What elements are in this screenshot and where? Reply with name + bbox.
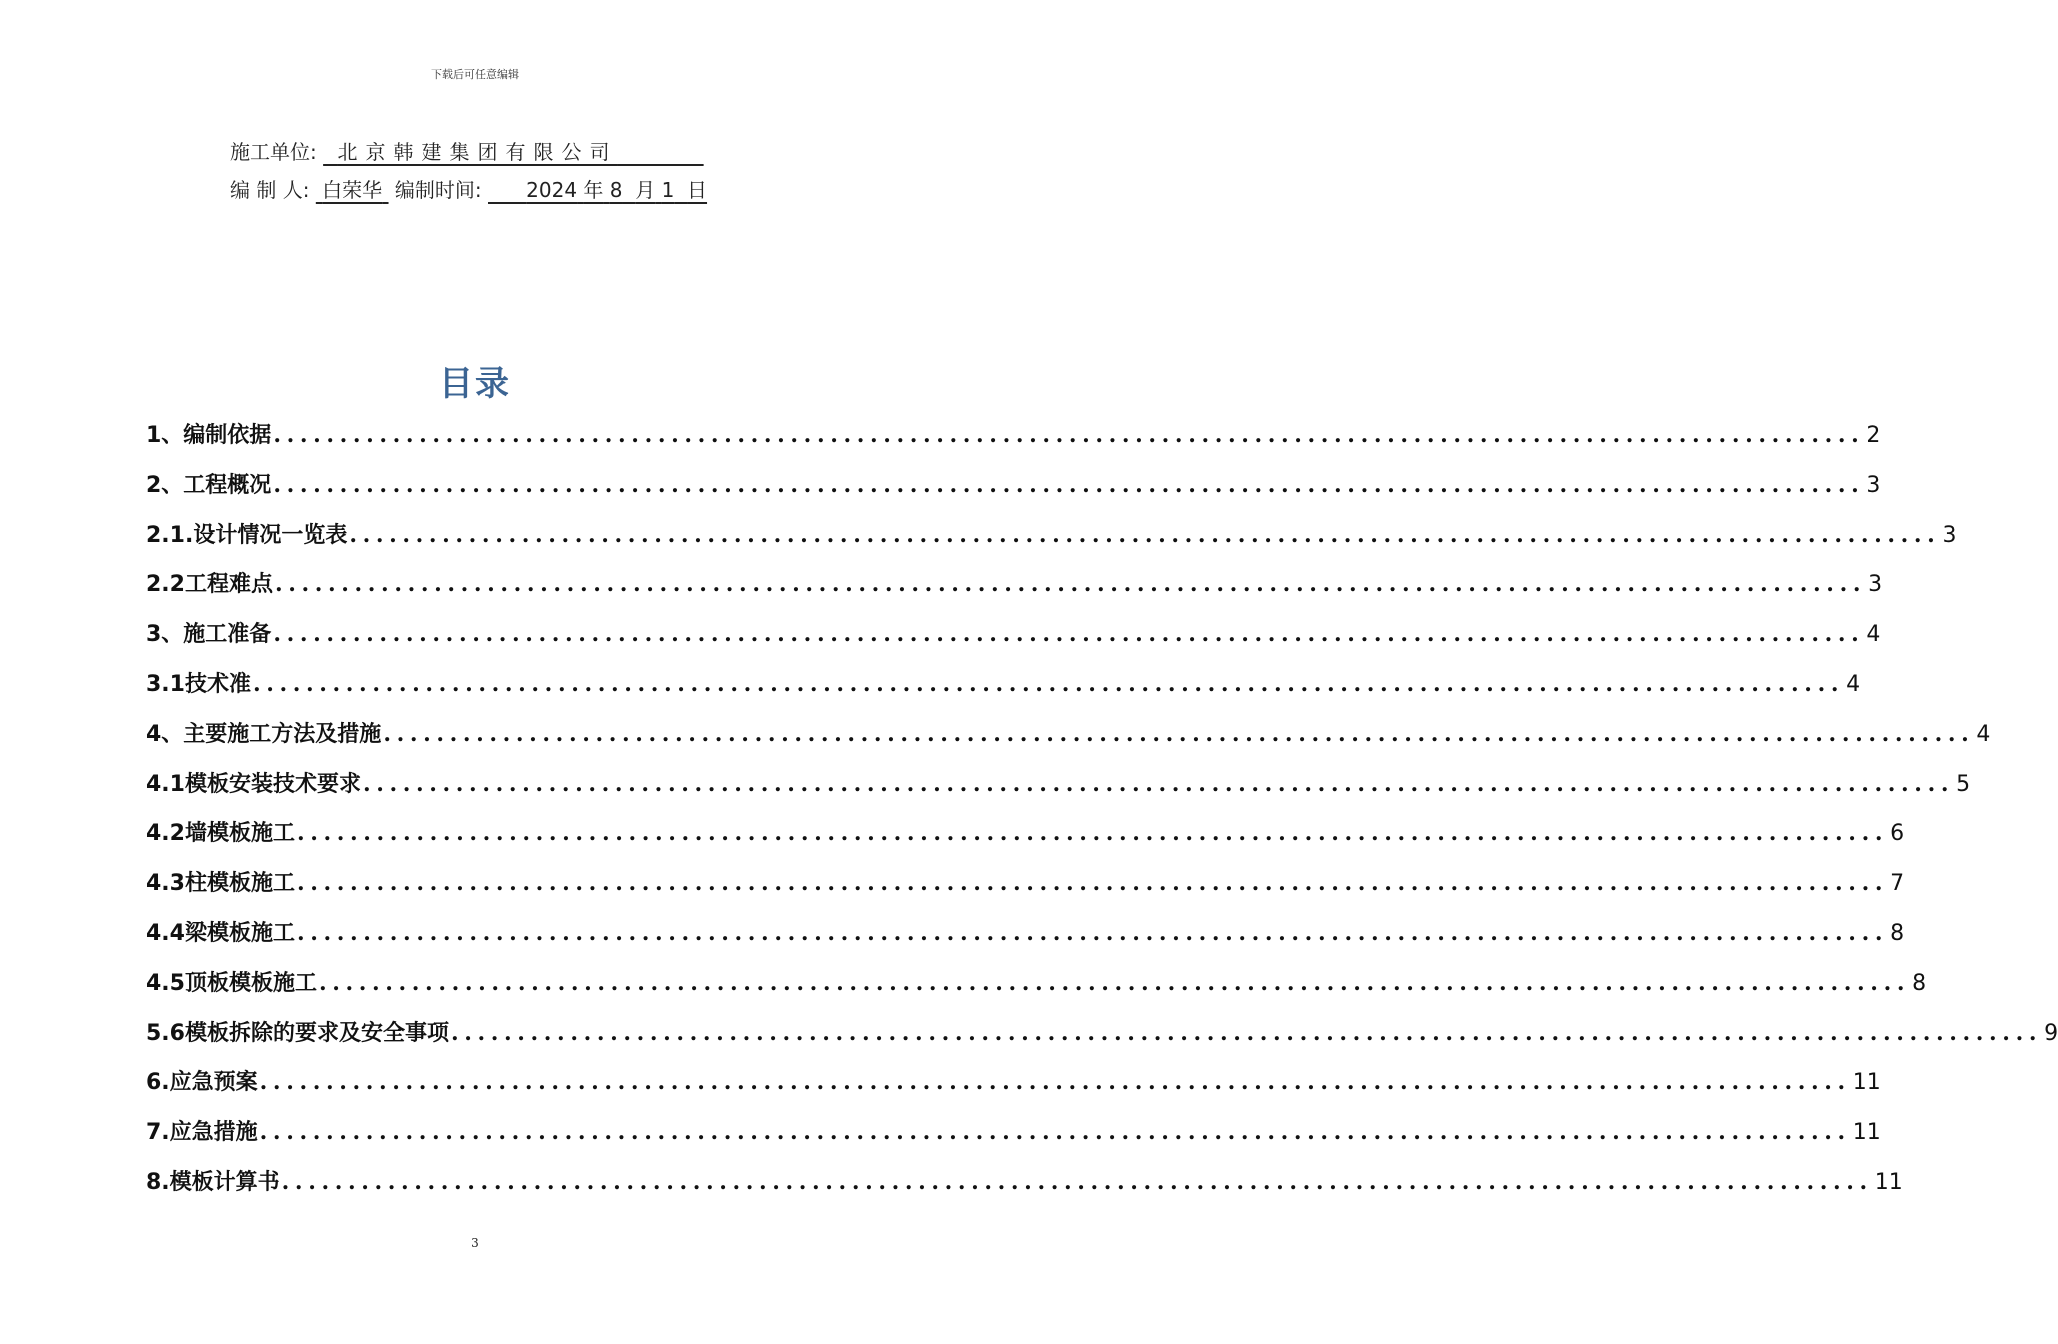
toc-entry[interactable] [146, 717, 1991, 767]
toc-leader-dots: ........................................................................................................................ [296, 870, 1889, 897]
edit-year: 2024 [526, 178, 578, 202]
editor-value: 白荣华 [322, 178, 383, 202]
toc-entry-label: 4.2墙模板施工 [146, 821, 295, 847]
toc-entry-page: 3 [1866, 472, 1881, 498]
toc-entry-page: 3 [1868, 572, 1883, 598]
toc-entry[interactable] [146, 966, 1927, 1016]
toc-entry-label: 2.2工程难点 [146, 572, 273, 598]
toc-leader-dots: ........................................................................................................................ [296, 919, 1889, 946]
edit-day: 1 [661, 178, 675, 202]
toc-entry-page: 11 [1852, 1070, 1881, 1096]
page-number: 3 [471, 1236, 479, 1250]
toc-entry-label: 6.应急预案 [146, 1070, 258, 1096]
toc-entry[interactable] [146, 1165, 1903, 1215]
toc-leader-dots: ........................................................................................................................ [362, 770, 1955, 797]
toc-leader-dots: ........................................................................................................................ [349, 521, 1941, 548]
toc-leader-dots: ........................................................................................................................ [383, 720, 1975, 747]
toc-entry-page: 7 [1890, 871, 1905, 897]
toc-entry[interactable] [146, 816, 1905, 866]
toc-entry-label: 4.5顶板模板施工 [146, 970, 317, 996]
toc-leader-dots: ........................................................................................................................ [259, 1119, 1851, 1146]
toc-leader-dots: ........................................................................................................................ [450, 1019, 2043, 1046]
toc-leader-dots: ........................................................................................................................ [273, 471, 1865, 498]
toc-entry-label: 4.1模板安装技术要求 [146, 771, 361, 797]
toc-leader-dots: ........................................................................................................................ [296, 820, 1889, 847]
toc-leader-dots: ........................................................................................................................ [318, 969, 1911, 996]
edit-time-label: 编制时间: [394, 178, 482, 202]
toc-entry-label: 3、施工准备 [146, 622, 272, 648]
toc-entry[interactable] [146, 1115, 1881, 1165]
edit-month: 8 [609, 178, 623, 202]
toc-entry[interactable] [146, 866, 1905, 916]
toc-entry-page: 11 [1874, 1169, 1903, 1195]
toc-entry-label: 5.6模板拆除的要求及安全事项 [146, 1020, 449, 1046]
toc-entry[interactable] [146, 1016, 2058, 1066]
toc-entry-page: 4 [1976, 721, 1991, 747]
header-note: 下载后可任意编辑 [431, 68, 519, 81]
toc-entry-label: 4.3柱模板施工 [146, 871, 295, 897]
toc-entry-page: 11 [1852, 1120, 1881, 1146]
edit-time-value: 2024 年 8 月 1 日 [526, 178, 708, 202]
table-of-contents [146, 418, 2058, 1215]
construction-unit-value: 北京韩建集团有限公司 [337, 140, 618, 164]
toc-entry-label: 2.1.设计情况一览表 [146, 522, 348, 548]
toc-entry[interactable] [146, 518, 1957, 568]
toc-entry-page: 9 [2044, 1020, 2058, 1046]
toc-entry-label: 3.1技术准 [146, 671, 251, 697]
toc-entry-label: 8.模板计算书 [146, 1169, 280, 1195]
toc-leader-dots: ........................................................................................................................ [259, 1069, 1851, 1096]
editor-row [230, 174, 707, 203]
toc-entry[interactable] [146, 468, 1881, 518]
toc-leader-dots: ........................................................................................................................ [273, 422, 1865, 448]
editor-label: 编 制 人: [230, 178, 310, 202]
toc-leader-dots: ........................................................................................................................ [281, 1168, 1873, 1195]
construction-unit-row [230, 136, 704, 165]
toc-entry-label: 7.应急措施 [146, 1120, 258, 1146]
toc-entry-page: 8 [1890, 920, 1905, 946]
toc-entry[interactable] [146, 617, 1881, 667]
toc-entry[interactable] [146, 567, 1883, 617]
toc-entry[interactable] [146, 916, 1905, 966]
construction-unit-label: 施工单位: [230, 140, 317, 164]
toc-entry-label: 4、主要施工方法及措施 [146, 721, 382, 747]
toc-entry-page: 5 [1956, 771, 1971, 797]
toc-leader-dots: ........................................................................................................................ [274, 571, 1867, 598]
toc-leader-dots: ........................................................................................................................ [273, 621, 1865, 648]
toc-entry-label: 2、工程概况 [146, 472, 272, 498]
toc-entry-label: 1、编制依据 [146, 423, 272, 448]
toc-leader-dots: ........................................................................................................................ [252, 670, 1845, 697]
toc-title: 目录 [439, 364, 511, 404]
toc-entry-page: 6 [1890, 821, 1905, 847]
toc-entry-page: 3 [1942, 522, 1957, 548]
toc-entry[interactable] [146, 418, 1881, 468]
toc-entry-page: 4 [1866, 622, 1881, 648]
toc-entry-page: 4 [1846, 671, 1861, 697]
toc-entry-label: 4.4梁模板施工 [146, 920, 295, 946]
toc-entry[interactable] [146, 1065, 1881, 1115]
toc-entry-page: 8 [1912, 970, 1927, 996]
toc-entry[interactable] [146, 767, 1971, 817]
toc-entry[interactable] [146, 667, 1861, 717]
toc-entry-page: 2 [1866, 423, 1881, 448]
